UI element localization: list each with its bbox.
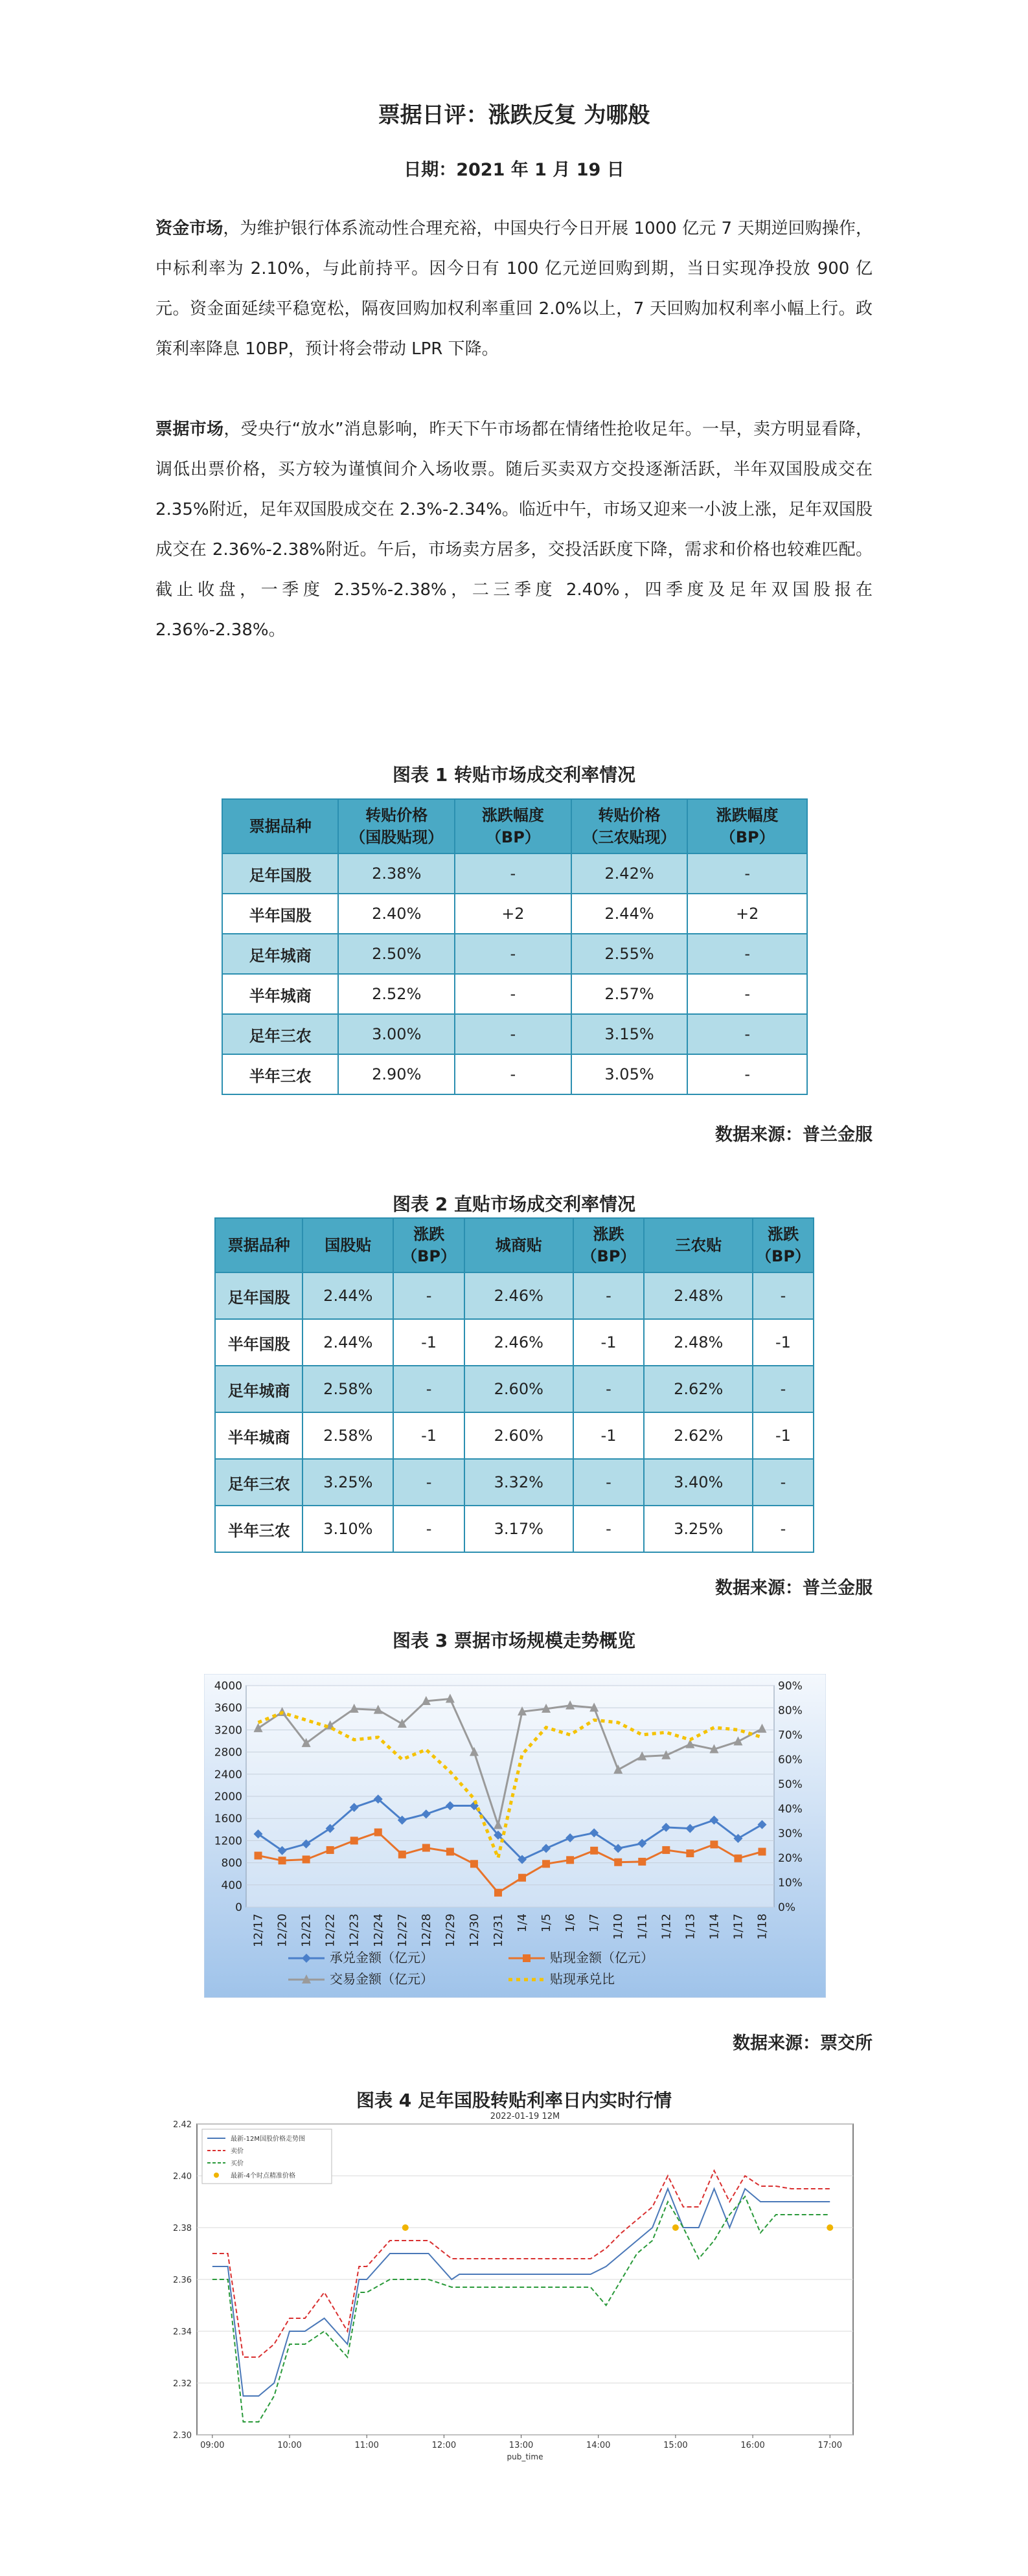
table-row [222,894,807,934]
data-point-square [446,1848,454,1856]
legend-label: 卖价 [231,2148,244,2155]
x-axis-tick-label: 1/18 [755,1914,770,1940]
x-axis-tick-label: 1/13 [683,1914,698,1940]
table-row [215,1459,814,1506]
table-cell: 3.05% [571,1054,688,1094]
table-cell: - [687,934,807,974]
market-scale-chart [204,1674,826,1998]
right-axis-tick-label: 50% [778,1778,803,1791]
precise-price-dot [402,2224,409,2231]
x-axis-tick-label: 1/10 [611,1914,626,1940]
table-cell: - [687,853,807,894]
table-cell: 2.48% [644,1319,753,1366]
row-label-cell: 半年国股 [222,894,338,934]
header-line: 国股贴 [325,1236,372,1254]
chart4-caption: 图表 4 足年国股转贴利率日内实时行情 [356,2090,672,2111]
table2-source: 数据来源：普兰金服 [715,1578,873,1598]
left-axis-tick-label: 3200 [214,1724,242,1737]
table-cell: 2.48% [644,1272,753,1319]
table-cell: 2.40% [338,894,455,934]
precise-price-dot [827,2224,833,2231]
legend-marker [214,2173,219,2178]
data-point-square [638,1858,646,1866]
data-point-square [734,1855,742,1862]
header-line: （BP） [402,1247,457,1265]
header-line: 票据品种 [227,1236,290,1254]
table-cell: +2 [455,894,571,934]
table-cell: 2.60% [464,1412,573,1459]
table-cell: - [573,1272,645,1319]
header-line: 转贴价格 [365,806,428,824]
y-axis-tick-label: 2.30 [173,2431,192,2441]
table2-discount-rates [214,1217,814,1553]
table-cell: 2.46% [464,1319,573,1366]
left-axis-tick-label: 1200 [214,1835,242,1848]
table-cell: 3.00% [338,1014,455,1054]
table-cell: 2.52% [338,974,455,1014]
right-axis-tick-label: 90% [778,1680,803,1693]
table-cell: -1 [573,1412,645,1459]
table-header-cell [222,799,338,853]
right-axis-tick-label: 80% [778,1704,803,1717]
data-point-square [422,1844,430,1852]
data-point-square [590,1847,598,1855]
right-axis-tick-label: 10% [778,1877,803,1890]
left-axis-tick-label: 800 [221,1857,242,1870]
table-cell: 2.57% [571,974,688,1014]
table-header-cell [464,1218,573,1272]
left-axis-tick-label: 400 [221,1879,242,1892]
header-line: （BP） [581,1247,636,1265]
left-axis-tick-label: 1600 [214,1813,242,1826]
table-cell: +2 [687,894,807,934]
header-line: 城商贴 [495,1236,542,1254]
data-point-square [710,1840,718,1848]
table-cell: - [455,934,571,974]
table-cell: 2.44% [571,894,688,934]
legend-label: 贴现承兑比 [550,1971,615,1987]
table-cell: -1 [393,1412,464,1459]
table-cell: - [393,1506,464,1552]
y-axis-tick-label: 2.40 [173,2172,192,2182]
legend-marker [523,1954,531,1962]
header-line: 三农贴 [675,1236,722,1254]
x-axis-tick-label: 12/23 [347,1914,361,1947]
table-cell: 2.90% [338,1054,455,1094]
right-axis-tick-label: 70% [778,1729,803,1742]
table-cell: - [455,1054,571,1094]
x-axis-tick-label: 1/4 [516,1914,530,1932]
legend-label: 最新-12M国股价格走势图 [231,2136,305,2143]
table-cell: 3.15% [571,1014,688,1054]
table-cell: - [687,1054,807,1094]
row-label-cell: 半年城商 [215,1412,303,1459]
table-row [215,1366,814,1412]
table-cell: 3.25% [644,1506,753,1552]
legend-label: 贴现金额（亿元） [550,1950,654,1965]
x-axis-tick-label: 12/29 [443,1914,457,1947]
table-row [222,974,807,1014]
table-cell: 3.17% [464,1506,573,1552]
table-cell: 2.58% [303,1366,393,1412]
row-label-cell: 半年国股 [215,1319,303,1366]
data-point-square [662,1846,670,1854]
table-cell: - [753,1506,814,1552]
legend-label: 交易金额（亿元） [330,1971,433,1987]
table-row [222,1054,807,1094]
right-axis-tick-label: 30% [778,1827,803,1840]
table-cell: - [393,1366,464,1412]
data-point-square [614,1859,622,1866]
x-axis-tick-label: 1/6 [564,1914,578,1932]
y-axis-tick-label: 2.42 [173,2120,192,2130]
right-axis-tick-label: 40% [778,1803,803,1816]
data-point-square [566,1856,574,1864]
row-label-cell: 足年城商 [222,934,338,974]
table-row [215,1412,814,1459]
table-cell: - [455,853,571,894]
data-point-square [303,1855,310,1863]
report-date: 日期：2021 年 1 月 19 日 [404,160,624,180]
paragraph-text: ，受央行“放水”消息影响，昨天下午市场都在情绪性抢收足年。一早，卖方明显看降，调低出票价格，买方较为谨慎间介入场收票。随后买卖双方交投逐渐活跃，半年双国股成交在 2.35%附近，足年双国股成交在 2.3%-2.34%。临近中午，市场又迎来一小波上涨，足年双国股成交在 2.36%-2.38%附近。午后，市场卖方居多，交投活跃度下降，需求和价格也较难匹配。截止收盘，一季度 2.35%-2.38%，二三季度 2.40%，四季度及足年双国股报在 2.36%-2.38%。 [155,420,873,640]
x-axis-tick-label: 12/22 [323,1914,337,1947]
data-point-square [758,1848,766,1856]
row-label-cell: 足年三农 [215,1459,303,1506]
table-row [215,1319,814,1366]
x-axis-tick-label: 12/17 [251,1914,266,1947]
legend-label: 承兑金额（亿元） [330,1950,433,1965]
paragraph-lead: 资金市场 [155,219,223,238]
header-line: （BP） [720,828,775,846]
header-line: 涨跌 [767,1225,799,1243]
row-label-cell: 足年城商 [215,1366,303,1412]
left-axis-tick-label: 2000 [214,1791,242,1803]
table-header-cell [303,1218,393,1272]
right-axis-tick-label: 0% [778,1901,795,1914]
table-header-cell [215,1218,303,1272]
x-axis-tick-label: 15:00 [663,2441,688,2450]
table-row [215,1272,814,1319]
x-axis-tick-label: 1/5 [540,1914,554,1932]
header-line: 涨跌幅度 [481,806,544,824]
paragraph-bill-market [155,409,873,650]
x-axis-tick-label: 09:00 [200,2441,225,2450]
table-cell: - [393,1459,464,1506]
paragraph-lead: 票据市场 [155,420,224,439]
table-cell: - [753,1366,814,1412]
table-cell: 2.44% [303,1319,393,1366]
x-axis-tick-label: 12/21 [299,1914,314,1947]
x-axis-tick-label: 10:00 [277,2441,302,2450]
chart3-caption: 图表 3 票据市场规模走势概览 [393,1630,635,1651]
report-title: 票据日评：涨跌反复 为哪般 [378,102,650,128]
table-cell: 3.10% [303,1506,393,1552]
x-axis-tick-label: 14:00 [586,2441,611,2450]
table-cell: 2.50% [338,934,455,974]
y-axis-tick-label: 2.32 [173,2379,192,2389]
table-cell: -1 [753,1412,814,1459]
header-line: 涨跌幅度 [716,806,779,824]
x-axis-tick-label: 1/14 [707,1914,722,1940]
header-line: （BP） [485,828,540,846]
precise-price-dot [672,2224,679,2231]
header-line: 涨跌 [593,1225,624,1243]
table-cell: - [753,1459,814,1506]
x-axis-tick-label: 12/20 [275,1914,290,1947]
data-point-square [686,1849,694,1857]
table-cell: 2.38% [338,853,455,894]
y-axis-tick-label: 2.38 [173,2224,192,2233]
left-axis-tick-label: 4000 [214,1680,242,1693]
data-point-square [398,1851,406,1859]
table-header-cell [753,1218,814,1272]
paragraph-text: ，为维护银行体系流动性合理充裕，中国央行今日开展 1000 亿元 7 天期逆回购操作，中标利率为 2.10%，与此前持平。因今日有 100 亿元逆回购到期，当日实现净投放 900 亿元。资金面延续平稳宽松，隔夜回购加权利率重回 2.0%以上，7 天回购加权利率小幅上行。政策利率降息 10BP，预计将会带动 LPR 下降。 [155,219,873,359]
x-axis-tick-label: 12/24 [371,1914,385,1947]
header-line: （BP） [756,1247,810,1265]
table1-source: 数据来源：普兰金服 [715,1125,873,1145]
table-cell: -1 [393,1319,464,1366]
y-axis-tick-label: 2.36 [173,2276,192,2285]
table-cell: - [455,974,571,1014]
right-axis-tick-label: 20% [778,1852,803,1865]
row-label-cell: 半年三农 [222,1054,338,1094]
header-line: （国股贴现） [350,828,444,846]
x-axis-tick-label: 12/28 [419,1914,433,1947]
table-cell: - [573,1506,645,1552]
chart3-source: 数据来源：票交所 [733,2033,873,2053]
legend-label: 买价 [231,2160,244,2167]
left-axis-tick-label: 2400 [214,1768,242,1781]
data-point-square [470,1860,478,1868]
header-line: （三农贴现） [582,828,676,846]
table-row [215,1506,814,1552]
table1-caption: 图表 1 转贴市场成交利率情况 [393,764,635,785]
legend-label: 最新-4个时点精准价格 [231,2173,295,2180]
header-line: 票据品种 [249,817,312,835]
x-axis-tick-label: 12/30 [467,1914,481,1947]
table-header-cell [571,799,688,853]
table-cell: 2.55% [571,934,688,974]
table-cell: -1 [573,1319,645,1366]
table2-caption: 图表 2 直贴市场成交利率情况 [393,1193,635,1215]
x-axis-tick-label: 16:00 [740,2441,765,2450]
data-point-square [374,1829,382,1836]
table-cell: 2.62% [644,1366,753,1412]
table-cell: - [687,1014,807,1054]
x-axis-tick-label: 11:00 [354,2441,379,2450]
left-axis-tick-label: 0 [235,1901,242,1914]
table-row [222,934,807,974]
table-cell: 2.60% [464,1366,573,1412]
data-point-square [542,1860,550,1868]
table-cell: 2.44% [303,1272,393,1319]
paragraph-money-market [155,209,873,369]
table-row [222,853,807,894]
data-point-square [326,1846,334,1854]
table-header-cell [687,799,807,853]
table-cell: -1 [753,1319,814,1366]
x-axis-tick-label: 17:00 [817,2441,842,2450]
table-cell: 2.46% [464,1272,573,1319]
table-row [222,1014,807,1054]
table-header-cell [338,799,455,853]
x-axis-tick-label: 1/12 [659,1914,674,1940]
data-point-square [494,1889,502,1897]
right-axis-tick-label: 60% [778,1754,803,1767]
x-axis-tick-label: 1/17 [731,1914,746,1940]
table-cell: - [687,974,807,1014]
x-axis-tick-label: 1/11 [635,1914,650,1940]
table-cell: 2.58% [303,1412,393,1459]
table-header-cell [393,1218,464,1272]
x-axis-tick-label: 12:00 [431,2441,457,2450]
row-label-cell: 足年国股 [222,853,338,894]
left-axis-tick-label: 2800 [214,1746,242,1759]
row-label-cell: 半年三农 [215,1506,303,1552]
table-cell: - [455,1014,571,1054]
y-axis-tick-label: 2.34 [173,2327,192,2337]
header-line: 转贴价格 [598,806,661,824]
x-axis-label: pub_time [507,2452,543,2461]
table-header-cell [644,1218,753,1272]
x-axis-tick-label: 13:00 [508,2441,534,2450]
table-cell: - [573,1366,645,1412]
header-line: 涨跌 [413,1225,445,1243]
data-point-square [518,1874,526,1882]
table-cell: - [573,1459,645,1506]
table-cell: 3.25% [303,1459,393,1506]
table-cell: - [393,1272,464,1319]
table-cell: 2.42% [571,853,688,894]
row-label-cell: 足年三农 [222,1014,338,1054]
table1-rediscount-rates [222,798,808,1095]
table-cell: 3.32% [464,1459,573,1506]
table-cell: 2.62% [644,1412,753,1459]
intraday-rate-chart [157,2111,863,2474]
data-point-square [279,1857,286,1864]
row-label-cell: 半年城商 [222,974,338,1014]
x-axis-tick-label: 12/27 [395,1914,409,1947]
data-point-square [350,1836,358,1844]
table-cell: - [753,1272,814,1319]
table-header-cell [455,799,571,853]
left-axis-tick-label: 3600 [214,1702,242,1715]
x-axis-tick-label: 1/7 [588,1914,602,1932]
data-point-square [255,1851,262,1859]
table-header-cell [573,1218,645,1272]
chart-title: 2022-01-19 12M [490,2112,560,2121]
table-cell: 3.40% [644,1459,753,1506]
x-axis-tick-label: 12/31 [491,1914,505,1947]
row-label-cell: 足年国股 [215,1272,303,1319]
